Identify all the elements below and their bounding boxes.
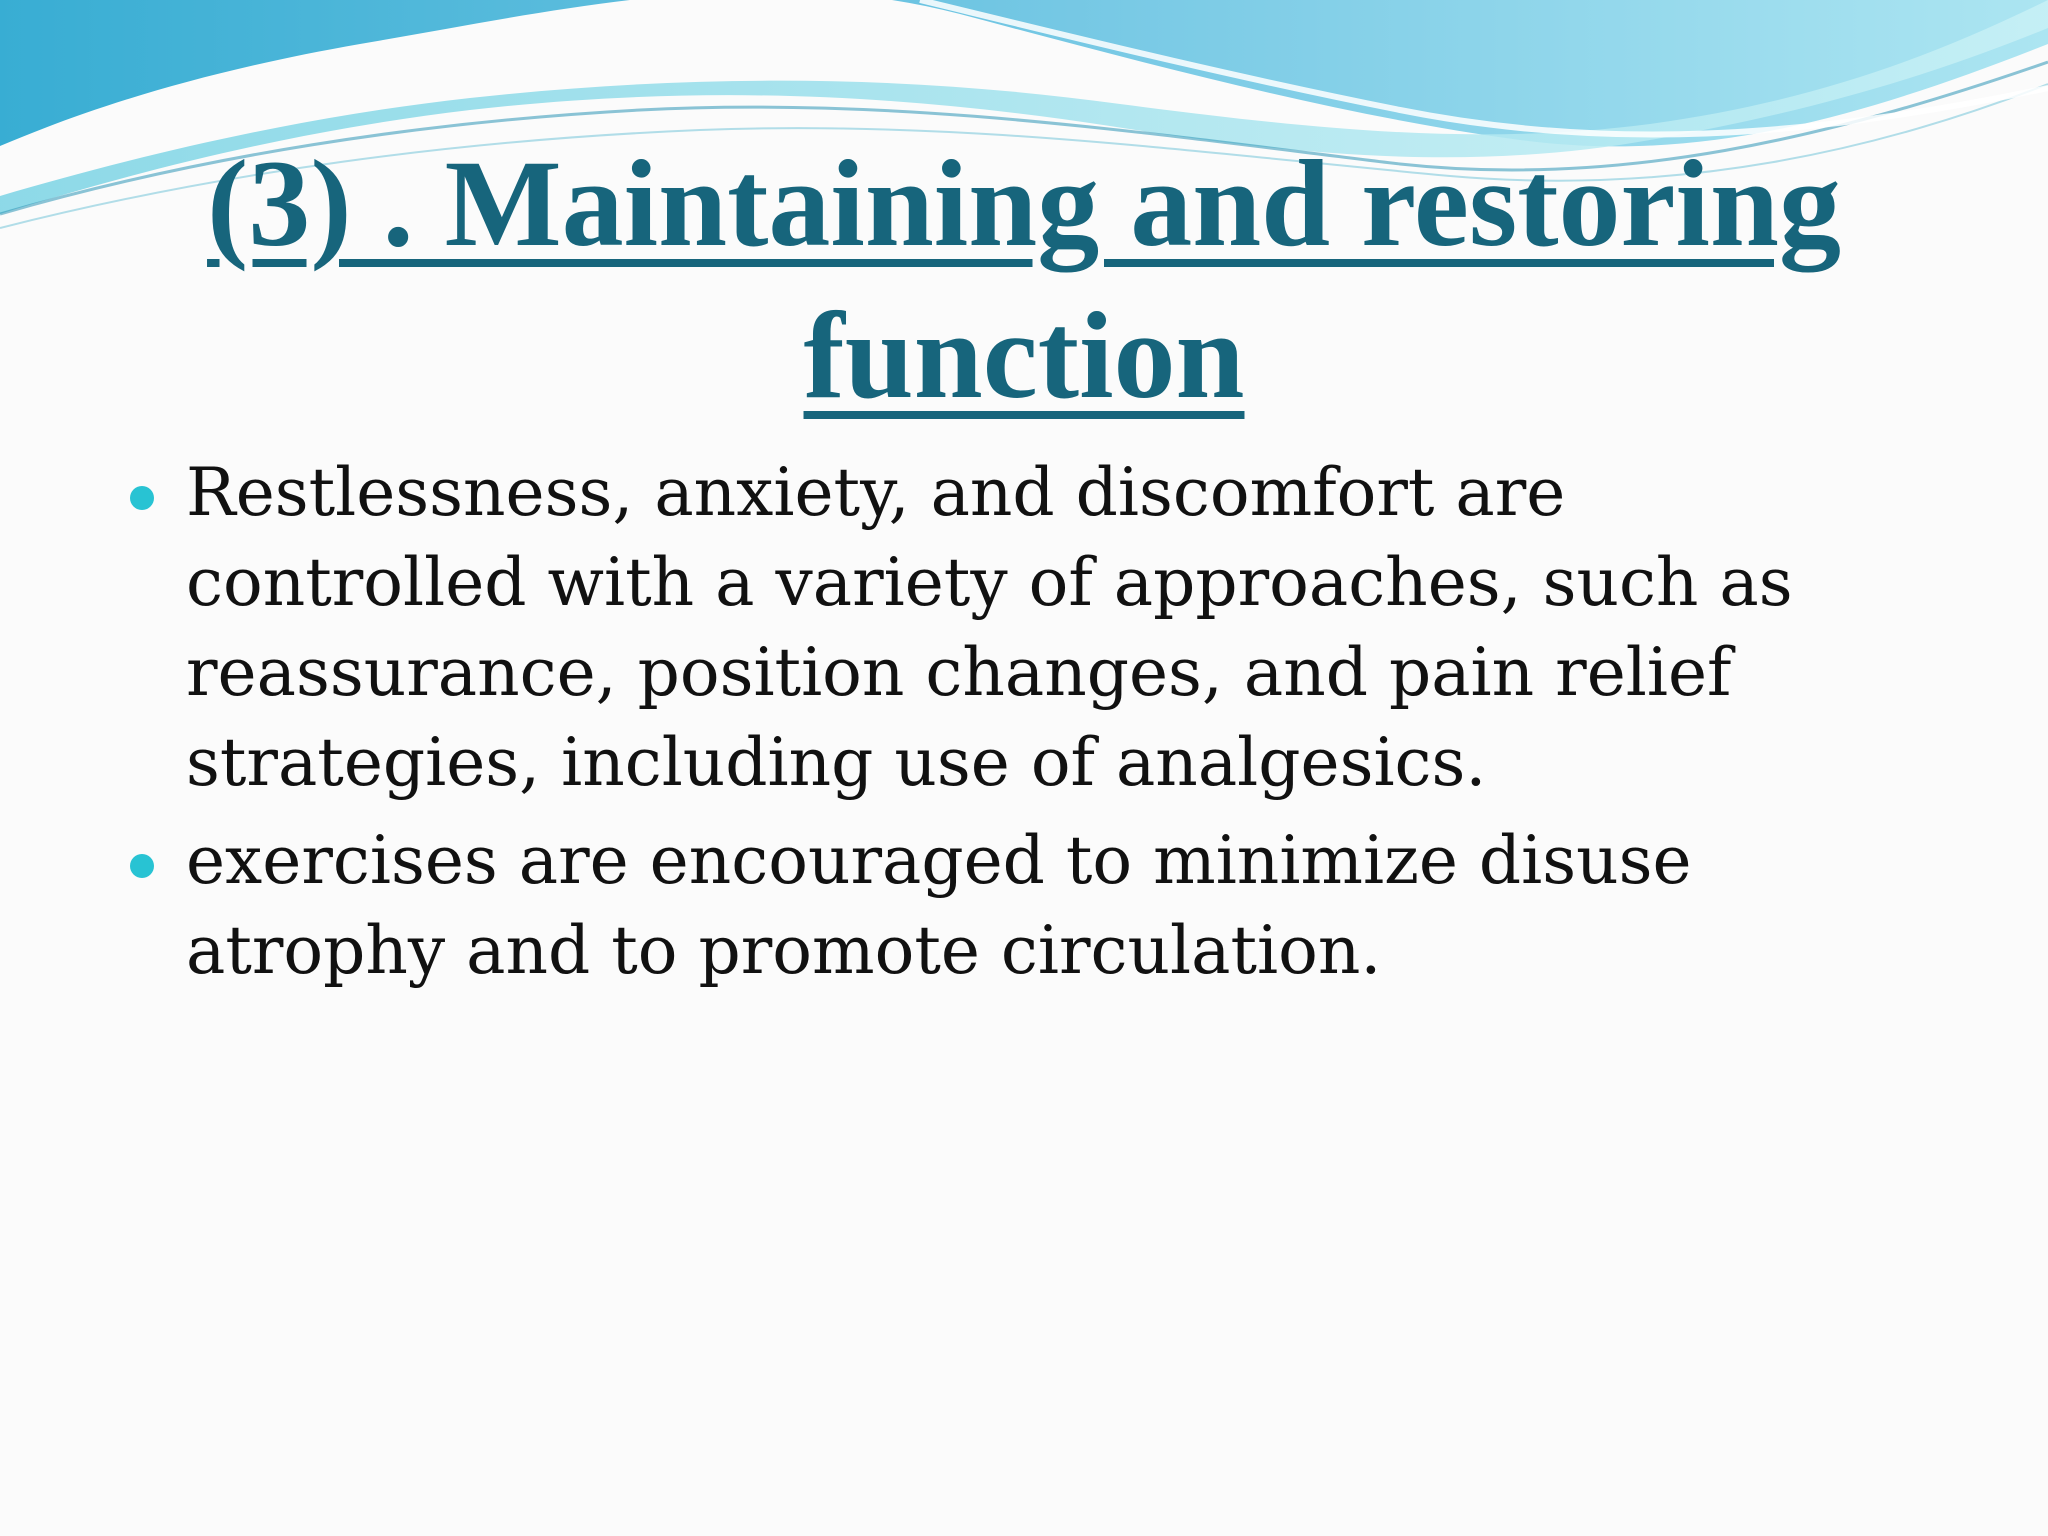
bullet-dot-icon: [130, 486, 154, 510]
bullet-dot-icon: [130, 854, 154, 878]
bullet-list: [130, 448, 1910, 1004]
slide-title: [120, 128, 1928, 432]
bullet-item-1: [130, 448, 1910, 808]
bullet-text-2: exercises are encouraged to minimize disuse atrophy and to promote circulation.: [186, 822, 1692, 989]
slide-title-line-1: (3) . Maintaining and restoring: [207, 135, 1841, 272]
bullet-text-1: Restlessness, anxiety, and discomfort are controlled with a variety of approaches, such as reassurance, position changes, and pain relief strategies, including use of analgesics.: [186, 454, 1793, 801]
bullet-item-2: [130, 816, 1910, 996]
slide-title-line-2: function: [803, 287, 1245, 424]
